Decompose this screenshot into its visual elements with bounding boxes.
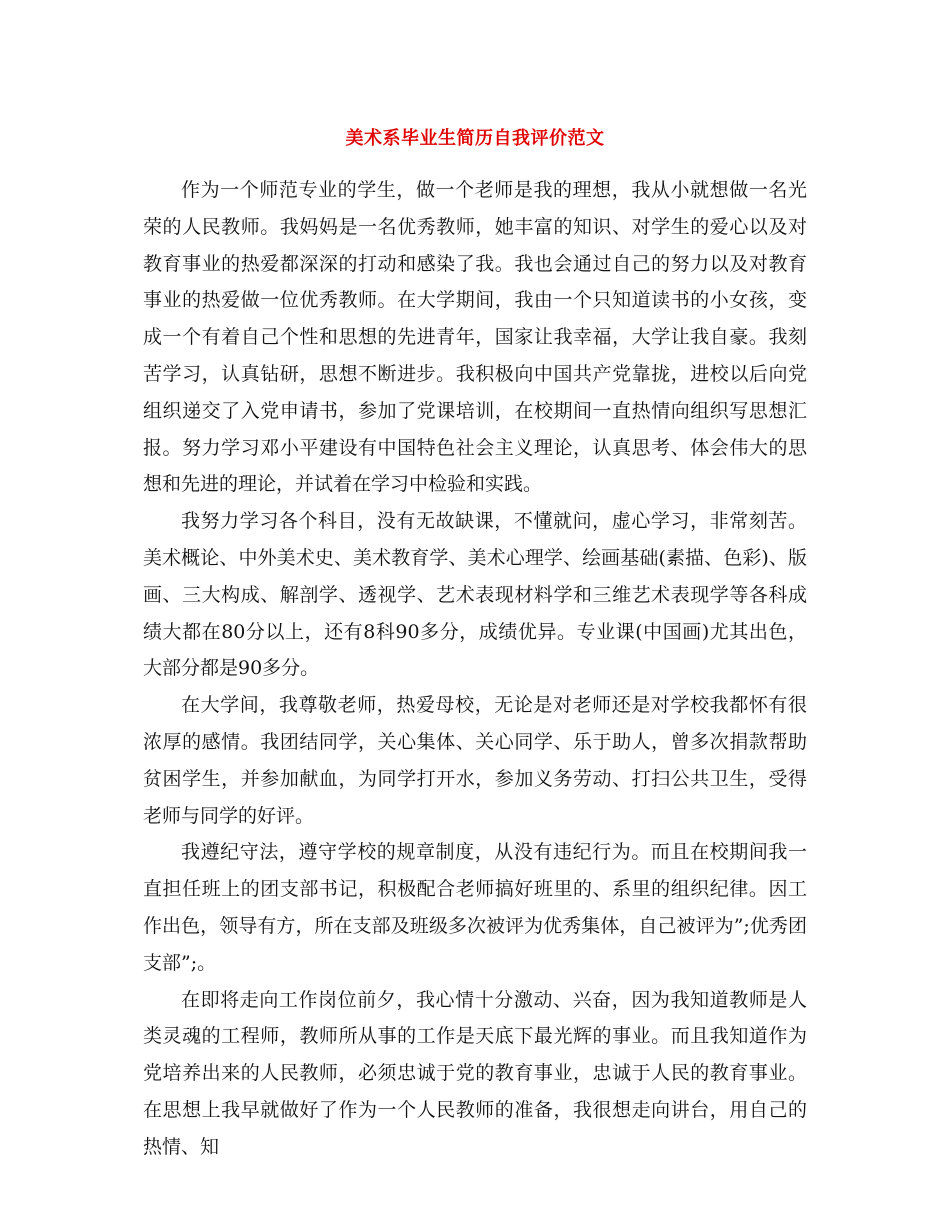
paragraph-1: 作为一个师范专业的学生，做一个老师是我的理想，我从小就想做一名光荣的人民教师。我妈妈是一名优秀教师，她丰富的知识、对学生的爱心以及对教育事业的热爱都深深的打动和感染了我。我也会通过自己的努力以及对教育事业的热爱做一位优秀教师。在大学期间，我由一个只知道读书的小女孩，变成一个有着自己个性和思想的先进青年，国家让我幸福，大学让我自豪。我刻苦学习，认真钻研，思想不断进步。我积极向中国共产党靠拢，进校以后向党组织递交了入党申请书，参加了党课培训，在校期间一直热情向组织写思想汇报。努力学习邓小平建设有中国特色社会主义理论，认真思考、体会伟大的思想和先进的理论，并试着在学习中检验和实践。 — [143, 179, 807, 496]
paragraph-3: 在大学间，我尊敬老师，热爱母校，无论是对老师还是对学校我都怀有很浓厚的感情。我团结同学，关心集体、关心同学、乐于助人，曾多次捐款帮助贫困学生，并参加献血，为同学打开水，参加义务劳动、打扫公共卫生，受得老师与同学的好评。 — [143, 694, 807, 827]
document-title: 美术系毕业生简历自我评价范文 — [345, 128, 605, 149]
document-body — [143, 172, 807, 1166]
paragraph-5: 在即将走向工作岗位前夕，我心情十分激动、兴奋，因为我知道教师是人类灵魂的工程师，教师所从事的工作是天底下最光辉的事业。而且我知道作为党培养出来的人民教师，必须忠诚于党的教育事业，忠诚于人民的教育事业。在思想上我早就做好了作为一个人民教师的准备，我很想走向讲台，用自己的热情、知 — [143, 988, 807, 1158]
paragraph-2: 我努力学习各个科目，没有无故缺课，不懂就问，虚心学习，非常刻苦。美术概论、中外美术史、美术教育学、美术心理学、绘画基础(素描、色彩)、版画、三大构成、解剖学、透视学、艺术表现材料学和三维艺术表现学等各科成绩大都在80分以上，还有8科90多分，成绩优异。专业课(中国画)尤其出色，大部分都是90多分。 — [143, 510, 807, 680]
paragraph-4: 我遵纪守法，遵守学校的规章制度，从没有违纪行为。而且在校期间我一直担任班上的团支部书记，积极配合老师搞好班里的、系里的组织纪律。因工作出色，领导有方，所在支部及班级多次被评为优秀集体，自己被评为”;优秀团支部”;。 — [143, 841, 807, 974]
